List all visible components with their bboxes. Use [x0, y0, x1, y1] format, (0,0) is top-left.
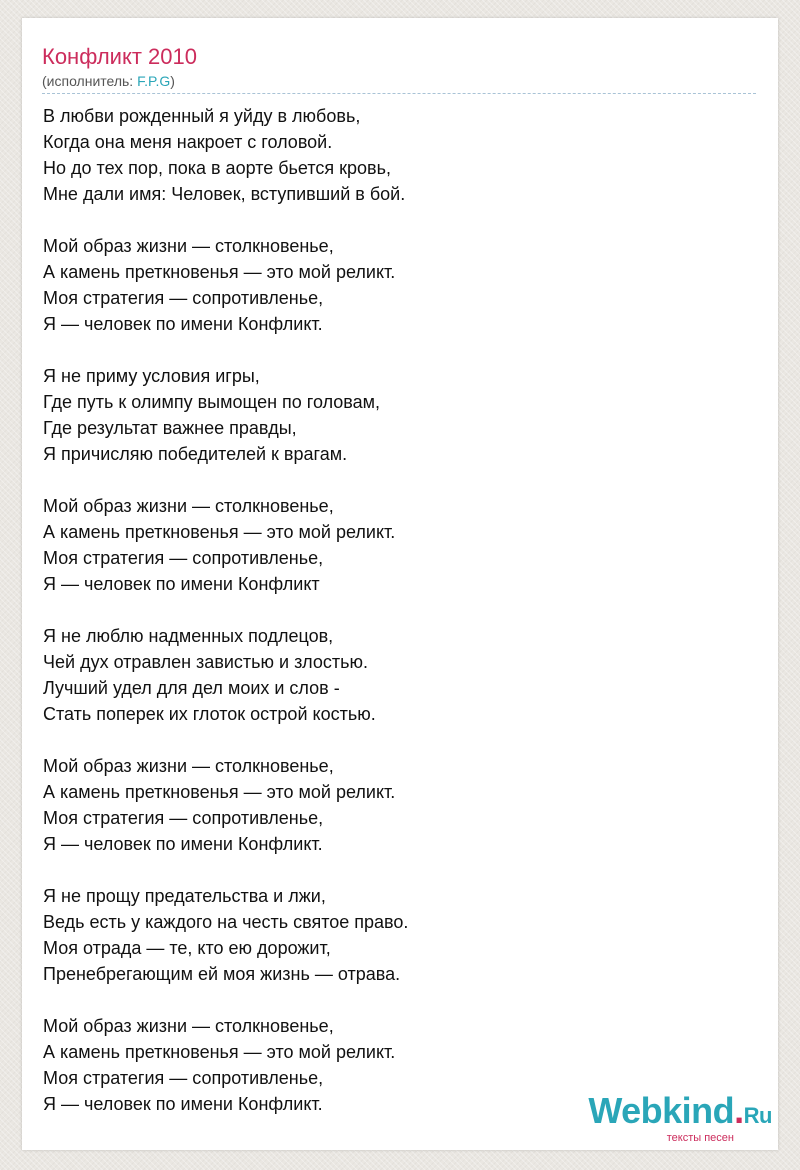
site-logo[interactable]	[588, 1090, 772, 1144]
lyrics-text	[43, 103, 743, 1117]
lyrics-stanza	[43, 233, 743, 337]
lyrics-line: А камень преткновенья — это мой реликт.	[43, 262, 396, 282]
lyrics-stanza	[43, 883, 743, 987]
lyrics-line: Моя стратегия — сопротивленье,	[43, 288, 324, 308]
lyrics-line: В любви рожденный я уйду в любовь,	[43, 106, 361, 126]
song-title: Конфликт 2010	[42, 44, 197, 69]
lyrics-line: Моя стратегия — сопротивленье,	[43, 1068, 324, 1088]
lyrics-line: Я — человек по имени Конфликт	[43, 574, 320, 594]
lyrics-line: Лучший удел для дел моих и слов -	[43, 678, 340, 698]
lyrics-line: А камень преткновенья — это мой реликт.	[43, 1042, 396, 1062]
lyrics-card	[22, 18, 778, 1150]
logo-dot: .	[734, 1090, 744, 1131]
artist-suffix: )	[170, 73, 175, 89]
title-divider	[42, 93, 756, 94]
lyrics-line: Ведь есть у каждого на честь святое право.	[43, 912, 409, 932]
lyrics-stanza	[43, 753, 743, 857]
artist-link[interactable]: F.P.G	[137, 73, 171, 89]
lyrics-line: А камень преткновенья — это мой реликт.	[43, 522, 396, 542]
logo-wordmark	[588, 1090, 772, 1134]
lyrics-line: А камень преткновенья — это мой реликт.	[43, 782, 396, 802]
lyrics-line: Чей дух отравлен завистью и злостью.	[43, 652, 369, 672]
lyrics-line: Я — человек по имени Конфликт.	[43, 314, 323, 334]
artist-prefix: (исполнитель:	[42, 73, 138, 89]
logo-tagline: тексты песен	[666, 1132, 734, 1144]
lyrics-line: Моя отрада — те, кто ею дорожит,	[43, 938, 331, 958]
lyrics-stanza	[43, 623, 743, 727]
lyrics-line: Я причисляю победителей к врагам.	[43, 444, 348, 464]
lyrics-stanza	[43, 493, 743, 597]
lyrics-line: Где результат важнее правды,	[43, 418, 297, 438]
logo-tld: Ru	[743, 1103, 772, 1128]
lyrics-stanza	[43, 103, 743, 207]
lyrics-line: Мой образ жизни — столкновенье,	[43, 756, 334, 776]
logo-name: Webkind	[588, 1090, 735, 1131]
lyrics-line: Моя стратегия — сопротивленье,	[43, 808, 324, 828]
lyrics-line: Мне дали имя: Человек, вступивший в бой.	[43, 184, 406, 204]
lyrics-line: Пренебрегающим ей моя жизнь — отрава.	[43, 964, 401, 984]
lyrics-line: Я не прощу предательства и лжи,	[43, 886, 326, 906]
lyrics-line: Я — человек по имени Конфликт.	[43, 834, 323, 854]
lyrics-line: Мой образ жизни — столкновенье,	[43, 236, 334, 256]
lyrics-line: Я не приму условия игры,	[43, 366, 260, 386]
lyrics-line: Но до тех пор, пока в аорте бьется кровь,	[43, 158, 391, 178]
artist-line	[42, 72, 175, 90]
lyrics-line: Стать поперек их глоток острой костью.	[43, 704, 376, 724]
lyrics-line: Я не люблю надменных подлецов,	[43, 626, 334, 646]
lyrics-line: Моя стратегия — сопротивленье,	[43, 548, 324, 568]
lyrics-line: Когда она меня накроет с головой.	[43, 132, 333, 152]
lyrics-line: Мой образ жизни — столкновенье,	[43, 496, 334, 516]
lyrics-line: Я — человек по имени Конфликт.	[43, 1094, 323, 1114]
lyrics-stanza	[43, 363, 743, 467]
lyrics-line: Где путь к олимпу вымощен по головам,	[43, 392, 381, 412]
lyrics-line: Мой образ жизни — столкновенье,	[43, 1016, 334, 1036]
